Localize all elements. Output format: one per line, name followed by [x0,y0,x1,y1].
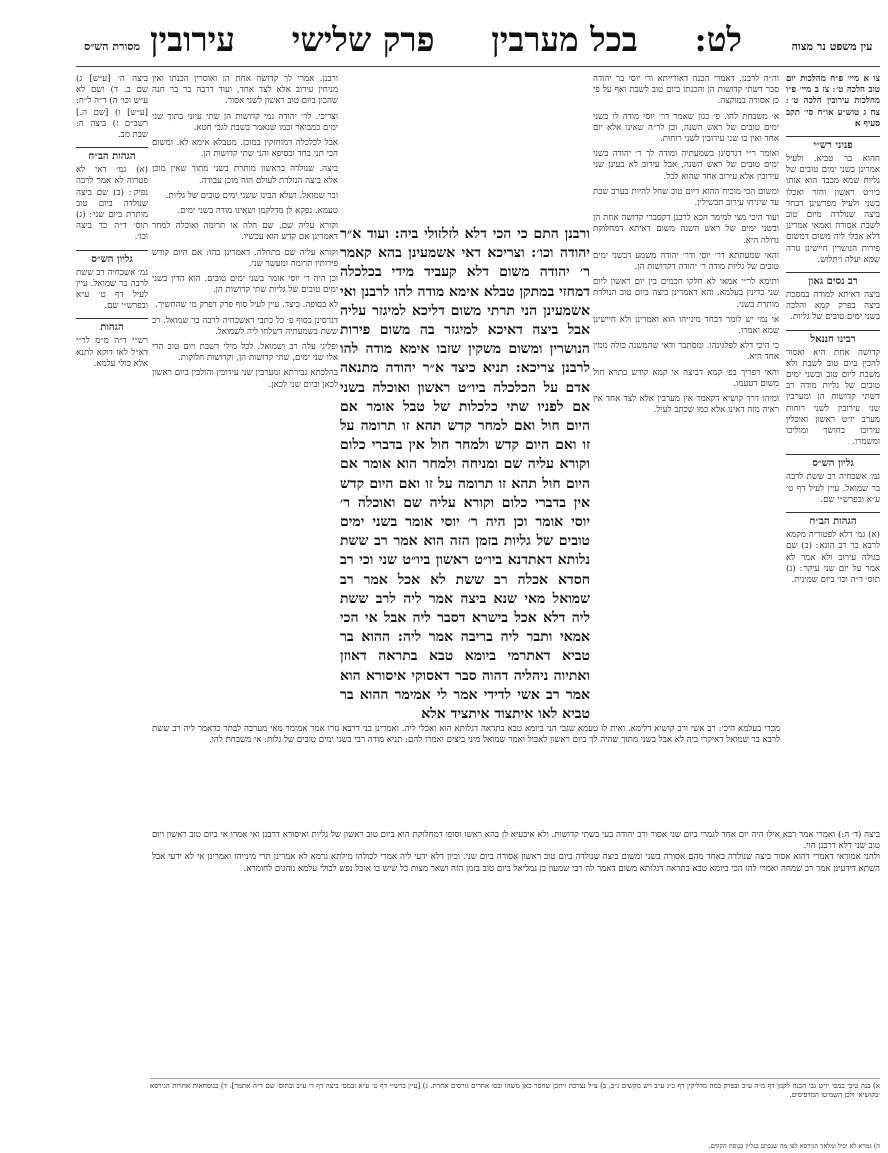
hagahot2-title: הגהות [76,318,148,333]
gilyon-title: גליון הש״ס [76,250,148,265]
rashi-column [152,74,338,724]
tosafot-paragraph: א׳ משבחת להו. פ׳ כגון שאמר דר׳ יוסי מודה לו בשני ימים טובים של ראש השנה, וכן לר״ה שאינו אלא יום אחד ואין בו שני עירובין לשני רוחות. [593,111,779,145]
right-hagahot-title: הגהות הב״ח [786,512,880,527]
rabeinu-chananel-title: רבינו חננאל [786,330,880,345]
masoret-text: ביצה ה׳ [ע״ש] ג) שם ב. ד) ושם לא ע״ש וכו׳ ה) ר״ה ל״ח: [ע״ש] ו) [שם ה.] רשב״ם ז) ביצה ה: שבת מב. [76,74,148,141]
rav-nissim-text: ביצה דאיתא למודה במסכת ביצה בפרק קמא והלכה בשני ימים טובים של גליות. [786,290,880,323]
gemara-text: ורבנן התם כי הכי דלא לזלזולי ביה: ועוד א״ר יהודה וכו׳: וצריכא דאי אשמעינן בהא קאמר ר׳ יהודה משום דלא קעביד מידי בכלכלה דמחזי במתקן טבלא אימא מודה להו לרבנן ואי אשמעינן הני תרתי משום דליכא למיגזר עליה אבל ביצה דאיכא למיגזר בה משום פירות הנושרין ומשום משקין שזבו אימא מודה להו לרבנן צריכא: תניא כיצד א״ר יהודה מתנאה אדם על הכלכלה ביו״ט ראשון ואוכלה בשני אם לפניו שתי כלכלות של טבל אומר אם היום חול ואם למחר קדש תהא זו תרומה על זו ואם היום קדש ולמחר חול אין בדברי כלום וקורא עליה שם ומניחה ולמחר הוא אומר אם היום חול תהא זו תרומה על זו ואם היום קדש אין בדברי כלום וקורא עליה שם ואוכלה ר׳ יוסי אומר וכן היה ר׳ יוסי אומר בשני ימים טובים של גליות בזמן הזה הוא אמר רב ששת נלותא דאתדנא ביו״ט ראשון ביו״ט שני וכי רב חסדא אכלה רב ששת לא אכל אמר רב שמואל מאי שנא ביצה אמר ליה לרב ששת ליה דלא אכל בישרא דסבר ליה אבל אי הכי אמאי ותבר ליה בריבה אמר ליה: ההוא בר טביא דאתרמי ביומא טבא בתראה דאוזן ואתיוה ניהליה דהוה סבר דאסוקי איסורא הוא אמר רב אשי לדידי אמר לי אמימר ההוא בר טביא לאו איתצוד איתציד אלא [340,226,590,721]
tosafot-paragraph: ועוד היכי מצי למימר הכא לרבנן דקסברי קדושה אחת הן ובשני ימים של ראש השנה משום דאיתא דמחלוקת גדולה היא. [593,213,779,246]
footnotes-text: א) בנה טיבי במס׳ יו״ט גבי הכנה לקמן דף מ״ה ע״ב ובפרק במה מדליקין דף כ״ג ע״ב ויש מקשים ג״ב, ב) צ״ל נצרכת ויתכן שחסר כאן משהו ובס׳ אחרים גורסים אחרת. ג) [עיין ברש״י דף ט׳ ע״א ובמס׳ ביצה דף ד׳ ע״ב ובתוס׳ שם ד״ה אתמר]. ד) בנוסחאות אחרות הגירסא ׳בקושיא׳ ולכן השמיטו המדפיסים. [150,1082,880,1099]
tosafot-paragraph: כי היכי דלא לפלגינהו. ומסתבר ודאי שהמשנה כולה ממין אחד היא. [593,341,779,363]
page-header [150,22,742,62]
hagahot-text: (א) גמ׳ דאי לא פטרוה לא אמר לרבה נפיק ׃ (ב) שם ביצה שנולדה ביום טוב מותרת ביום שני ׃ (ג) תוס׳ ד״ה כד ביצה וכו׳. [76,165,148,243]
chapter-name: בכל מערבין [491,20,638,59]
rashi-paragraph: בהלכתא גבירתא ומערבין שני עירובין והולכין ביום ראשון לכאן וביום שני לכאן. [152,368,338,390]
perek-label: פרק שלישי [291,20,435,59]
rashi-paragraph: וכן היה ר׳ יוסי אומר בשני ימים טובים. הוא הדין בשני ימים טובים של גליות שתי קדושות הן. [152,274,338,296]
lower-commentary [152,724,780,828]
footnote-divider [150,1078,880,1079]
wide-commentary-paragraph: ביצה (ד׳ ה:) ואמרי אמר רבא אילו היה יום אחד לגמרי ביום שני אסור ורב יהודה בעי בשתי קדושות. ולא איבעיא לן בהא ראשו וסופו דמחלוקת הוא ביום טוב ראשון של גליות ואיסורא דרבנן ואי אמרו אי ביום טוב ראשון ויום טוב שני דלא דרבנן הוי. [152,830,880,852]
rashi-paragraph: ורבנן. אמרי לך קדושה אחת הן ואוסרין הכנתו ואין מניחין עירוב אלא לצד אחד, ועוד דרבה בר בר חנה שהכין ביום טוב ראשון לשני אסור. [152,74,338,107]
rashi-paragraph: טעמא. נפקא לן מדלקמן ושאינו מודה בשני ימים. [177,206,338,217]
bottom-footnote: ה) גמרא לא יכיל ומלאך הגירסא לפי מה שנכתב בגליון בנוסח הקודם. [708,1142,880,1150]
header-rule [76,66,880,67]
rashi-paragraph: לא בסופה. כיצד. עיין לעיל סוף פרק דפרק מי שהחשיך. [155,300,338,311]
right-gilyon-title: גליון הש״ס [786,454,880,469]
lower-commentary-paragraph: מכרי בעלמא היכי: רב אשי ורב קושיא דלימא. ואית לו טעמא שגבי הני ביומא טבא בתראה דגלותא הוא ואכלי ליה. ואמרינן בני דרבא גזרו אמר אמימר מאי מערבה לבתר כדאמר ליה רב ששת לרבא בר שמואל דאיקרי ביה לא אבל בשני מתוך שהיה לך ביום ראשון לאכול ואמר שמואל מיני ביצים ואמרו להם: תניא מודה רבי בשני ימים טובים של גלות: אי משבחת להו. [152,724,780,746]
rashi-paragraph: וקורא עליה שם בתחלה. דאמרינן בהו: אם היום קודש פירותיו תרומה ומעשר שני. [152,247,338,269]
folio-number: לט: [694,20,742,59]
right-gilyon-text: גמ׳ אשכחיה רב ששת לרבה בר שמואל. עיין לעיל דף ט׳ ע״א ובפרש״י שם. [786,472,880,505]
rashi-paragraph: ופליגי עלה רב ושמואל. לכל מילי דשבת ויום טוב הרי אלו שני ימים, שתי קדושות הן, וקדושות חלוקות. [152,342,338,364]
tosafot-column [593,74,779,754]
tosafot-paragraph: ואומר ר״י דגרסינן בשמעתיה ומודה לך ר׳ יהודה בשני ימים טובים של ראש השנה, אבל עירוב לא בעינן שני עירובין אלא עירוב אחד שהוא לכל. [593,149,779,182]
rabeinu-chananel-text: קדושה אחת היא ואסור להכין ביום טוב לשבת ולא משבת ליום טוב ובשני ימים טובים של גליות מודה רב דשתי קדושות הן ומערבין שני עירובין לשני רוחות מערב יו״ט ראשון ואוכלין עירובו בחושך ומוליכו ומשמרו. [786,347,880,448]
masoret-label: מסורת הש״ס [83,40,141,53]
left-margin [76,74,148,444]
footnotes [150,1082,880,1137]
tosafot-paragraph: ותימא לר״י אמאי לא חלקו חכמים בין יום ראשון ליום שני בדינין בעלמא. והא דאמרינן ביצה ביום טוב הנולדת מותרת בשני. [593,277,779,310]
rashi-paragraph: אבל לכלכלה דמוחזקין במוכן. מטבלא אימא לא. ומשום הכי תני בחד ובסיפא והני שתי קדושות הן. [152,138,338,160]
ein-mishpat-text: צו א מיי׳ פ״ח מהלכות יום טוב הלכה ט׳ ׃ צז ב מיי׳ פ״ו מהלכות עירובין הלכה ט׳ ׃ צח ג טוש״ע או״ח סי׳ תקב סעיף א׃ [786,74,880,129]
tractate-name: עירובין [150,20,235,59]
tosafot-paragraph: ומשום הכי מוכיח ההוא דיום טוב שחל להיות בערב שבת עד שיניחו עירוב תבשילין. [593,186,779,209]
peninei-rashi-text: חהוא בר טביא. ולעיל אמרינן בשני ימים טובים של גליות שמא מכבד הוא אותו ביו״ט ראשון וחזר ואכלו בשני ולעיל מפרשינן דבחד ביצה שנולדה מיום טוב לשבת אסורה ואמאי אמרינן דלא אכלי ליה משום דמשום פירות הנושרין חיישינן גזרה שמא יעלה ויתלוש. [786,154,880,265]
ein-mishpat-label: עין משפט נר מצוה [791,40,873,53]
peninei-rashi-title: פניני רש״י [786,136,880,151]
rav-nissim-title: רב נסים גאון [786,272,880,287]
tosafot-paragraph: וה״ה לרבנן. דאמרי הכנה דאורייתא ור׳ יוסי בר יהודה סבר דשתי קדושות הן והכנתו ביום טוב לשבת ואף על פי כן אסורה במוקצה. [593,74,779,107]
wide-commentary-paragraph: ולהני אמוראי דאמרי דהוא אסור ביצה שנולדה באחד מהם אסורה בשני ומשום ביצה שנולדה ביום טוב ראשון אסורה ביום שני. וכיון דלא ידעי ליה אמרי לכולהו מילתא גרמא לא אמרינן תרי מינייהו ואמרינן אי לא ידעי אבל השתא דידעינן אמר רב שמחה ואמרי להו הכי ביומא טבא בתראה דגלותא משום דאמר לה רבי שמעון בן גמליאל ביום טוב בזמן הזה ושאר מצות כל שיש בו אוכל נפש לכולי עלמא נוהגים לחומרא. [152,852,880,874]
rashi-paragraph: ביצה. שנולדה בראשון מותרת בשני מתוך שאין מוכן אלא ביצה הנולדת לעולם הוה מוכן עבודה. [152,164,338,186]
tosafot-paragraph: ומיהו דרך קושיא דקאמר אין מערבין אלא לצד אחד אין ראיה מזה דאינו אלא כמו שכתב לעיל. [593,394,779,416]
rashi-paragraph: וצריכי. לר׳ יהודה נמי קדושות הן שתי עיוני בתוך שני ימים כמבואר וכמו שנאמר בשבת לגבי חטא. [152,111,338,133]
rashi-paragraph: ובר שמואל. ושלא הבינו ששני ימים טובים של גליות. [165,190,338,201]
right-hagahot-text: (א) גמ׳ דלא לפטוריה מקמא לרבא בר רב הונא ׃ (ב) שם בגולה עירוב ולא אמר לא אמר על יום שני עיקר ׃ (ג) תוס׳ ד״ה וכו׳ ביום שמינית. [786,530,880,585]
wide-commentary [152,830,880,1072]
tosafot-paragraph: והאי דפריך בפ׳ קמא דביצה אי קמא קודש בתרא חול משום דטעמו. [593,367,779,389]
rashi-paragraph: וקורא עליה שם. שם חלה או תרומה ואוכלה למחר דאמרינן אם קדש הוא עכשיו. [152,221,338,243]
tosafot-paragraph: והאי שמעתתא דר׳ יוסי ודר׳ יהודה משמע דבשני ימים טובים של גליות מודה ר׳ יהודה דקדושות הן. [593,250,779,273]
hagahot-title: הגהות הב״ח [76,147,148,162]
hagahot2-text: רש״י ד״ה מ״מ לר״י דא״ל לאו דוקא לתנא אלא כולי עלמא. [76,336,148,369]
gemara-text-block [340,225,590,721]
gilyon-text: גמ׳ אשכחיה רב ששת לרבה בר שמואל. עיין לעיל דף ט׳ ע״א ובפרש״י שם. [76,267,148,312]
tosafot-paragraph: אי נמי יש לומר דבחד מינייהו הוא ואמרינן ולא חיישינן שמא יאמרו. [593,314,779,337]
rashi-paragraph: דגרסינן בסוף פ׳ כל כתבי דאשכחיה לרבה בר שמואל. רב ששת בשמעתיה דשלחו ליה לשמואל. [152,315,338,337]
